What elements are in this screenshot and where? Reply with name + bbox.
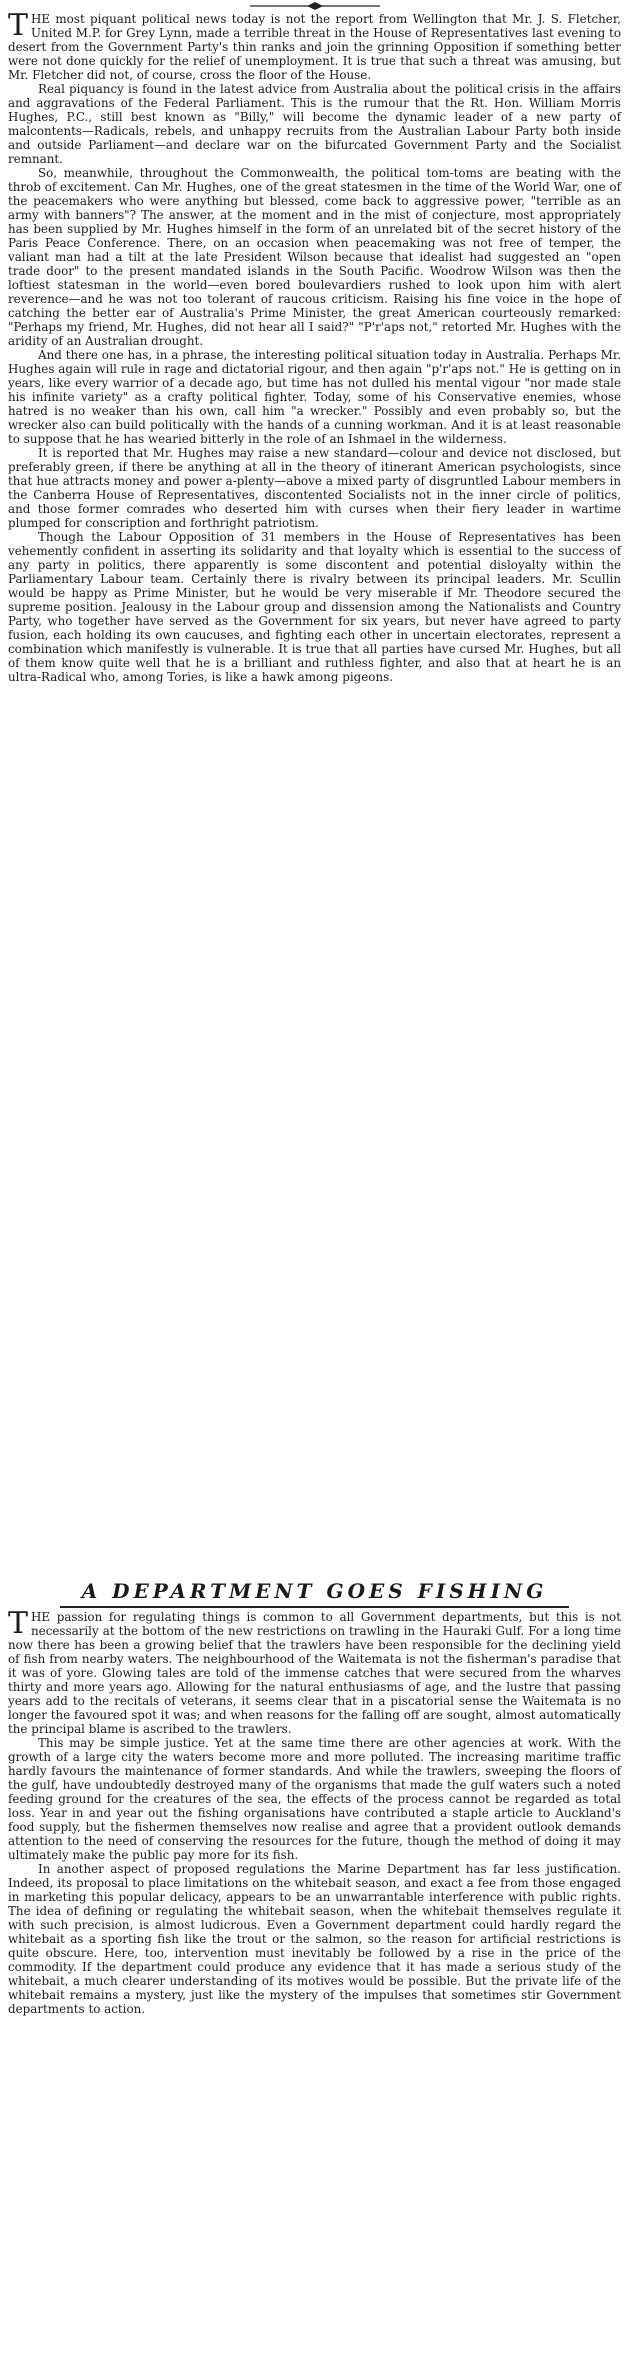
article2-paragraph-1: THE passion for regulating things is common to all Government departments, but this is not necessarily at the bottom of the new restrictions on trawling in the Hauraki Gulf. For a long time now there has been a growing belief that the trawlers have been responsible for the declining yield of fish from nearby waters. The neighbourhood of the Waitemata is not the fisherman's paradise that it was of yore. Glowing tales are told of the immense catches that were secured from the wharves thirty and more years ago. Allowing for the natural enthusiasms of age, and the lustre that passing years add to the recitals of veterans, it seems clear that in a piscatorial sense the Waitemata is no longer the favoured spot it was; and when reasons for the falling off are sought, almost automatically the principal blame is ascribed to the trawlers.	[8, 1606, 621, 1736]
article2-paragraph-2: This may be simple justice. Yet at the same time there are other agencies at work. With the growth of a large city the waters become more and more polluted. The increasing maritime traffic hardly favours the maintenance of former standards. And while the trawlers, sweeping the floors of the gulf, have undoubtedly destroyed many of the organisms that made the gulf waters such a noted feeding ground for the creatures of the sea, the effects of the process cannot be regarded as total loss. Year in and year out the fishing organisations have contributed a staple article to Auckland's food supply, but the fishermen themselves now realise and agree that a provident outlook demands attention to the need of conserving the resources for the future, though the method of doing it may ultimately make the public pay more for its fish.	[8, 1736, 621, 1862]
drop-cap: T	[8, 8, 29, 43]
article1-paragraph-6: Though the Labour Opposition of 31 members in the House of Representatives has been vehemently confident in asserting its solidarity and that loyalty which is essential to the success of any party in politics, there apparently is some discontent and potential disloyalty within the Parliamentary Labour team. Certainly there is rivalry between its principal leaders. Mr. Scullin would be happy as Prime Minister, but he would be very miserable if Mr. Theodore secured the supreme position. Jealousy in the Labour group and dissension among the Nationalists and Country Party, who together have served as the Government for six years, but never have agreed to party fusion, each holding its own caucuses, and fighting each other in uncertain electorates, represent a combination which manifestly is vulnerable. It is true that all parties have cursed Mr. Hughes, but all of them know quite well that he is a brilliant and ruthless fighter, and also that at heart he is an ultra-Radical who, among Tories, is like a hawk among pigeons.	[8, 530, 621, 684]
article-department-fishing	[8, 1606, 621, 2016]
article1-paragraph-1: THE most piquant political news today is not the report from Wellington that Mr. J. S. Fletcher, United M.P. for Grey Lynn, made a terrible threat in the House of Representatives last evening to desert from the Government Party's thin ranks and join the grinning Opposition if something better were not done quickly for the relief of unemployment. It is true that such a threat was amusing, but Mr. Fletcher did not, of course, cross the floor of the House.	[8, 8, 621, 82]
ornament-rule	[250, 2, 380, 10]
article2-headline: A DEPARTMENT GOES FISHING	[81, 1579, 548, 1603]
article2-paragraph-3: In another aspect of proposed regulations the Marine Department has far less justification. Indeed, its proposal to place limitations on the whitebait season, and exact a fee from those engaged in marketing this popular delicacy, appears to be an unwarrantable interference with public rights. The idea of defining or regulating the whitebait season, when the whitebait themselves regulate it with such precision, is almost ludicrous. Even a Government department could hardly regard the whitebait as a sporting fish like the trout or the salmon, so the reason for artificial restrictions is quite obscure. Here, too, intervention must inevitably be followed by a rise in the price of the commodity. If the department could produce any evidence that it has made a serious study of the whitebait, a much clearer understanding of its motives would be possible. But the private life of the whitebait remains a mystery, just like the mystery of the impulses that sometimes stir Government departments to action.	[8, 1862, 621, 2016]
article1-paragraph-2: Real piquancy is found in the latest advice from Australia about the political crisis in the affairs and aggravations of the Federal Parliament. This is the rumour that the Rt. Hon. William Morris Hughes, P.C., still best known as "Billy," will become the dynamic leader of a new party of malcontents—Radicals, rebels, and unhappy recruits from the Australian Labour Party both inside and outside Parliament—and declare war on the bifurcated Government Party and the Socialist remnant.	[8, 82, 621, 166]
drop-cap: T	[8, 1606, 29, 1641]
article1-paragraph-4: And there one has, in a phrase, the interesting political situation today in Australia. Perhaps Mr. Hughes again will rule in rage and dictatorial rigour, and then again "p'r'aps not." He is getting on in years, like every warrior of a decade ago, but time has not dulled his mental vigour "nor made stale his infinite variety" as a crafty political fighter. Today, some of his Conservative enemies, whose hatred is no weaker than his own, call him "a wrecker." Possibly and even probably so, but the wrecker also can build politically with the hands of a cunning workman. And it is at least reasonable to suppose that he has wearied bitterly in the role of an Ishmael in the wilderness.	[8, 348, 621, 446]
article-political-news	[8, 8, 621, 684]
article1-paragraph-3: So, meanwhile, throughout the Commonwealth, the political tom-toms are beating with the throb of excitement. Can Mr. Hughes, one of the great statesmen in the time of the World War, one of the peacemakers who were anything but blessed, come back to aggressive power, "terrible as an army with banners"? The answer, at the moment and in the mist of conjecture, most appropriately has been supplied by Mr. Hughes himself in the form of an unrelated bit of the secret history of the Paris Peace Conference. There, on an occasion when peacemaking was not free of temper, the valiant man had a tilt at the late President Wilson because that idealist had suggested an "open trade door" to the present mandated islands in the South Pacific. Woodrow Wilson was then the loftiest statesman in the world—even bored boulevardiers rushed to look upon him with alert reverence—and he was not too tolerant of raucous criticism. Raising his fine voice in the hope of catching the better ear of Australia's Prime Minister, the great American courteously remarked: "Perhaps my friend, Mr. Hughes, did not hear all I said?" "P'r'aps not," retorted Mr. Hughes with the aridity of an Australian drought.	[8, 166, 621, 348]
headline-rule	[60, 1606, 569, 1608]
article1-paragraph-5: It is reported that Mr. Hughes may raise a new standard—colour and device not disclosed, but preferably green, if there be anything at all in the theory of itinerant American psychologists, since that hue attracts money and power a-plenty—above a mixed party of disgruntled Labour members in the Canberra House of Representatives, discontented Socialists not in the inner circle of politics, and those former comrades who deserted him with curses when their fiery leader in wartime plumped for conscription and forthright patriotism.	[8, 446, 621, 530]
